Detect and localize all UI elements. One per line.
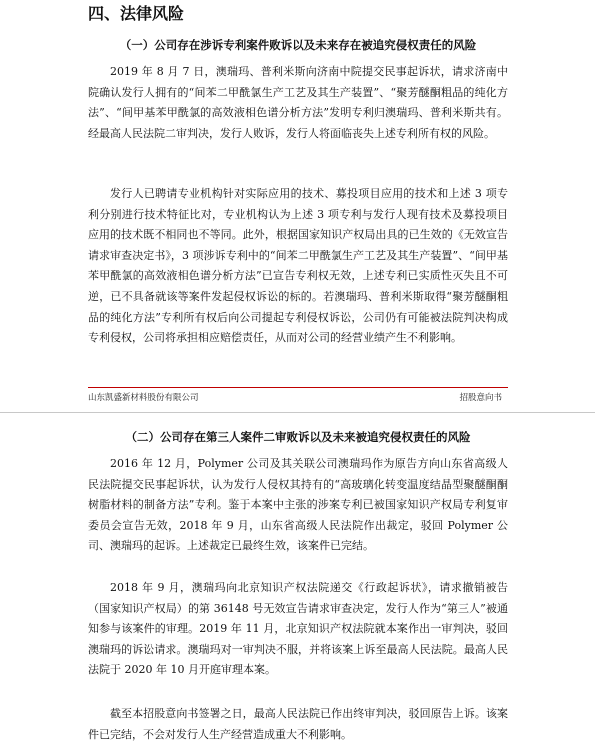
footer-rule <box>88 387 508 388</box>
section-title: 四、法律风险 <box>88 4 185 23</box>
paragraph-1: 2019 年 8 月 7 日，澳瑞玛、普利米斯向济南中院提交民事起诉状，请求济南中院确认发行人拥有的“间苯二甲酰氯生产工艺及其生产装置”、“聚芳醚酮粗品的纯化方法”、“间甲基苯甲酰氯的高效液相色谱分析方法”发明专利归澳瑞玛、普利米斯共有。经最高人民法院二审判决，发行人败诉，发行人将面临丧失上述专利所有权的风险。 <box>88 65 508 140</box>
paragraph-2: 发行人已聘请专业机构针对实际应用的技术、募投项目应用的技术和上述 3 项专利分别进行技术特征比对，专业机构认为上述 3 项专利与发行人现有技术及募投项目应用的技术既不相同也不等同。此外，根据国家知识产权局出具的已生效的《无效宣告请求审查决定书》，3 项涉诉专利中的“间苯二甲酰氯生产工艺及其生产装置”、“间甲基苯甲酰氯的高效液相色谱分析方法”已宣告专利权无效，上述专利已实质性灭失且不可逆，已不具备就该等案件发起侵权诉讼的标的。若澳瑞玛、普利米斯取得“聚芳醚酮粗品的纯化方法”专利所有权后向公司提起专利侵权诉讼，公司仍有可能被法院判决构成专利侵权，公司将承担相应赔偿责任，从而对公司的经营业绩产生不利影响。 <box>88 187 508 345</box>
paragraph-5: 截至本招股意向书签署之日，最高人民法院已作出终审判决，驳回原告上诉。该案件已完结，不会对发行人生产经营造成重大不利影响。 <box>88 707 508 741</box>
footer-company: 山东凯盛新材料股份有限公司 <box>88 393 199 403</box>
subsection-title-1: （一）公司存在涉诉专利案件败诉以及未来存在被追究侵权责任的风险 <box>119 38 477 52</box>
page-footer <box>88 389 508 407</box>
subsection-title-2: （二）公司存在第三人案件二审败诉以及未来被追究侵权责任的风险 <box>125 430 471 444</box>
page-break <box>0 412 595 413</box>
paragraph-3: 2016 年 12 月，Polymer 公司及其关联公司澳瑞玛作为原告方向山东省高级人民法院提交民事起诉状，认为发行人侵权其持有的“高玻璃化转变温度结晶型聚醚酮酮树脂材料的制备方法”专利。鉴于本案中主张的涉案专利已被国家知识产权局专利复审委员会宣告无效，2018 年 9 月，山东省高级人民法院作出裁定，驳回 Polymer 公司、澳瑞玛的起诉。上述裁定已最终生效，该案件已完结。 <box>88 457 508 553</box>
footer-doc-type: 招股意向书 <box>459 393 502 403</box>
paragraph-4: 2018 年 9 月，澳瑞玛向北京知识产权法院递交《行政起诉状》，请求撤销被告（国家知识产权局）的第 36148 号无效宣告请求审查决定，发行人作为“第三人”被通知参与该案件的审理。2019 年 11 月，北京知识产权法院就本案作出一审判决，驳回澳瑞玛的诉讼请求。澳瑞玛对一审判决不服，并将该案上诉至最高人民法院。最高人民法院于 2020 年 10 月开庭审理本案。 <box>88 581 508 677</box>
